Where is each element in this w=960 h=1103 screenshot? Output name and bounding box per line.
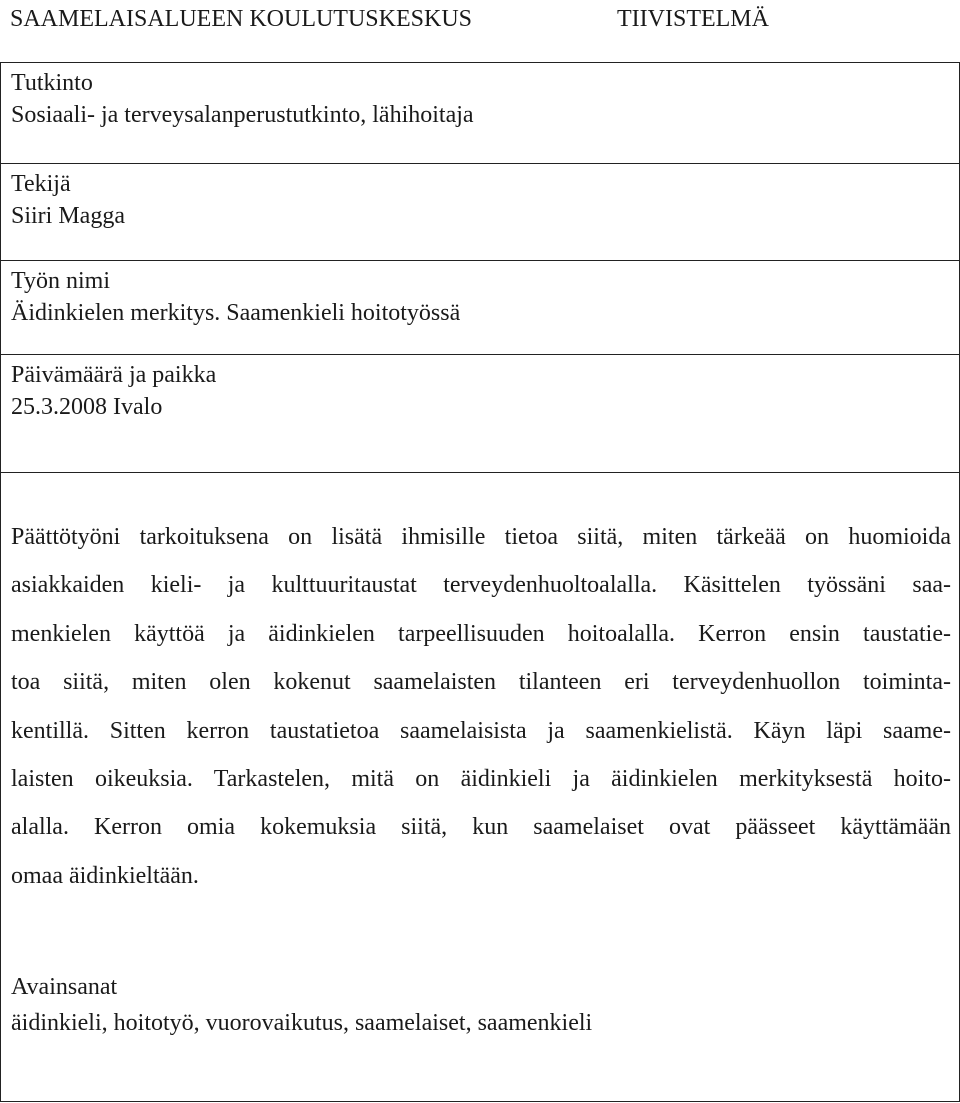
abstract-line: omaa äidinkieltään. [11,862,199,889]
degree-label: Tutkinto [11,70,93,96]
degree-section [1,63,959,164]
keywords-value: äidinkieli, hoitotyö, vuorovaikutus, saamelaiset, saamenkieli [11,1010,593,1036]
school-name: SAAMELAISALUEEN KOULUTUSKESKUS [10,6,472,32]
work-title-section [1,261,959,355]
document-type: TIIVISTELMÄ [617,6,769,32]
author-section [1,164,959,261]
abstract-line: laisten oikeuksia. Tarkastelen, mitä on äidinkieli ja äidinkielen merkityksestä hoito- [11,766,951,793]
abstract-form [0,62,960,1102]
keywords-label: Avainsanat [11,974,118,1000]
work-title-value: Äidinkielen merkitys. Saamenkieli hoitotyössä [11,300,461,326]
abstract-line: menkielen käyttöä ja äidinkielen tarpeellisuuden hoitoalalla. Kerron ensin taustatie- [11,620,951,647]
abstract-line: alalla. Kerron omia kokemuksia siitä, kun saamelaiset ovat päässeet käyttämään [11,814,951,841]
abstract-line: asiakkaiden kieli- ja kulttuuritaustat terveydenhuoltoalalla. Käsittelen työssäni saa- [11,572,951,599]
date-place-label: Päivämäärä ja paikka [11,362,217,388]
date-place-value: 25.3.2008 Ivalo [11,394,163,420]
work-title-label: Työn nimi [11,268,110,294]
author-value: Siiri Magga [11,203,125,229]
abstract-text [11,513,951,900]
document-header [0,0,960,62]
abstract-line: toa siitä, miten olen kokenut saamelaisten tilanteen eri terveydenhuollon toiminta- [11,669,951,696]
degree-value: Sosiaali- ja terveysalanperustutkinto, lähihoitaja [11,102,474,128]
abstract-line: Päättötyöni tarkoituksena on lisätä ihmisille tietoa siitä, miten tärkeää on huomioida [11,524,951,550]
author-label: Tekijä [11,171,71,197]
abstract-line: kentillä. Sitten kerron taustatietoa saamelaisista ja saamenkielistä. Käyn läpi saame- [11,717,951,744]
date-place-section [1,355,959,473]
keywords-block [11,969,592,1041]
